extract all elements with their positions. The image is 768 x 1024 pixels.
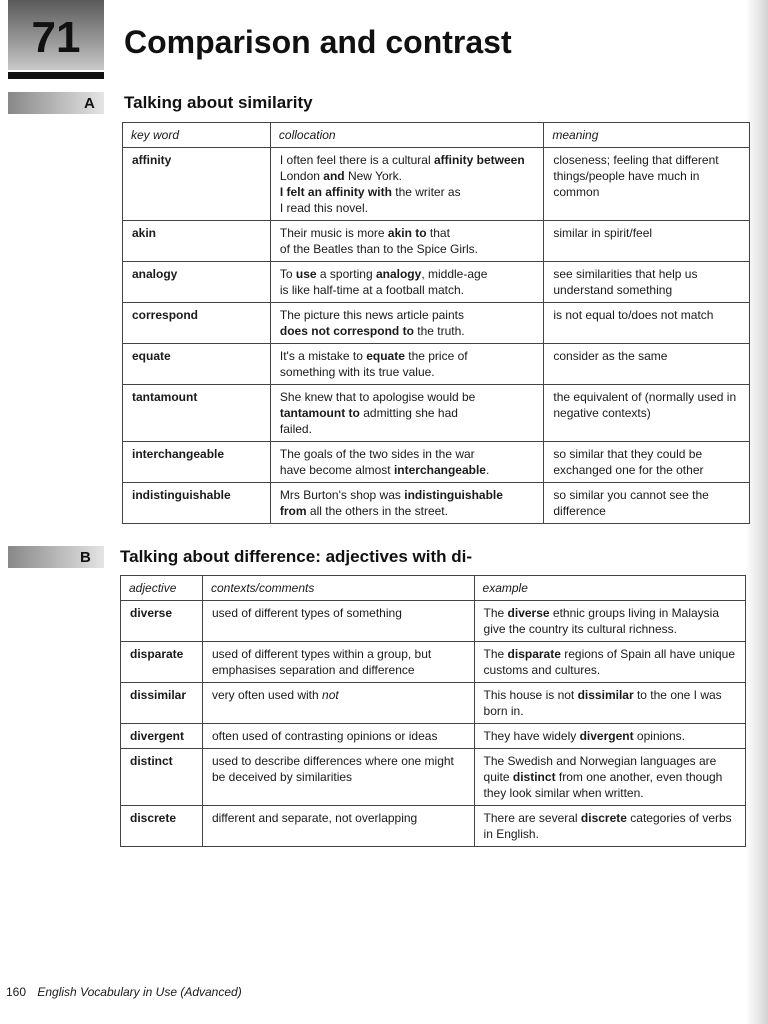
header-meaning: meaning	[544, 123, 750, 148]
collocation-cell: To use a sporting analogy, middle-age is like half-time at a football match.	[270, 262, 543, 303]
example-cell: The diverse ethnic groups living in Malaysia give the country its cultural richness.	[474, 601, 745, 642]
header-adjective: adjective	[121, 576, 203, 601]
meaning-cell: closeness; feeling that different things/people have much in common	[544, 148, 750, 221]
table-row	[121, 724, 746, 749]
adjective-cell: distinct	[121, 749, 203, 806]
key-word-cell: indistinguishable	[123, 483, 271, 524]
table-row	[121, 749, 746, 806]
header-collocation: collocation	[270, 123, 543, 148]
comment-cell: often used of contrasting opinions or ideas	[202, 724, 474, 749]
similarity-table	[122, 122, 750, 524]
key-word-cell: interchangeable	[123, 442, 271, 483]
comment-cell: different and separate, not overlapping	[202, 806, 474, 847]
header-example: example	[474, 576, 745, 601]
key-word-cell: affinity	[123, 148, 271, 221]
collocation-cell: The goals of the two sides in the war have become almost interchangeable.	[270, 442, 543, 483]
collocation-cell: Their music is more akin to that of the Beatles than to the Spice Girls.	[270, 221, 543, 262]
comment-cell: used of different types within a group, but emphasises separation and difference	[202, 642, 474, 683]
table-row	[121, 642, 746, 683]
table-row	[123, 221, 750, 262]
table-row	[121, 683, 746, 724]
table-row	[123, 442, 750, 483]
meaning-cell: see similarities that help us understand something	[544, 262, 750, 303]
meaning-cell: similar in spirit/feel	[544, 221, 750, 262]
example-cell: This house is not dissimilar to the one I was born in.	[474, 683, 745, 724]
page-footer	[6, 985, 242, 999]
section-a-title: Talking about similarity	[124, 93, 313, 112]
collocation-cell: The picture this news article paints does not correspond to the truth.	[270, 303, 543, 344]
table-header-row	[121, 576, 746, 601]
book-title: English Vocabulary in Use (Advanced)	[37, 985, 242, 999]
example-cell: There are several discrete categories of verbs in English.	[474, 806, 745, 847]
unit-number-badge: 71	[8, 0, 104, 70]
table-row	[123, 385, 750, 442]
page-title: Comparison and contrast	[124, 24, 512, 60]
key-word-cell: equate	[123, 344, 271, 385]
adjective-cell: diverse	[121, 601, 203, 642]
adjective-cell: dissimilar	[121, 683, 203, 724]
key-word-cell: tantamount	[123, 385, 271, 442]
meaning-cell: consider as the same	[544, 344, 750, 385]
table-row	[121, 806, 746, 847]
meaning-cell: so similar that they could be exchanged one for the other	[544, 442, 750, 483]
page-number: 160	[6, 985, 27, 999]
example-cell: The Swedish and Norwegian languages are quite distinct from one another, even though they look similar when written.	[474, 749, 745, 806]
unit-underline	[8, 72, 104, 79]
meaning-cell: so similar you cannot see the difference	[544, 483, 750, 524]
table-row	[123, 262, 750, 303]
key-word-cell: analogy	[123, 262, 271, 303]
difference-table	[120, 575, 746, 847]
comment-cell: used of different types of something	[202, 601, 474, 642]
meaning-cell: the equivalent of (normally used in negative contexts)	[544, 385, 750, 442]
header-contexts-comments: contexts/comments	[202, 576, 474, 601]
example-cell: The disparate regions of Spain all have unique customs and cultures.	[474, 642, 745, 683]
section-b-title: Talking about difference: adjectives with di-	[120, 547, 473, 566]
adjective-cell: divergent	[121, 724, 203, 749]
table-row	[123, 483, 750, 524]
collocation-cell: She knew that to apologise would be tantamount to admitting she had failed.	[270, 385, 543, 442]
key-word-cell: correspond	[123, 303, 271, 344]
comment-cell: used to describe differences where one might be deceived by similarities	[202, 749, 474, 806]
adjective-cell: discrete	[121, 806, 203, 847]
collocation-cell: I often feel there is a cultural affinity between London and New York. I felt an affinity with the writer as I read this novel.	[270, 148, 543, 221]
key-word-cell: akin	[123, 221, 271, 262]
header-key-word: key word	[123, 123, 271, 148]
comment-cell: very often used with not	[202, 683, 474, 724]
collocation-cell: It's a mistake to equate the price of something with its true value.	[270, 344, 543, 385]
table-header-row	[123, 123, 750, 148]
table-row	[123, 303, 750, 344]
example-cell: They have widely divergent opinions.	[474, 724, 745, 749]
adjective-cell: disparate	[121, 642, 203, 683]
table-row	[123, 148, 750, 221]
table-row	[123, 344, 750, 385]
section-b-letter: B	[80, 549, 91, 566]
meaning-cell: is not equal to/does not match	[544, 303, 750, 344]
collocation-cell: Mrs Burton's shop was indistinguishable from all the others in the street.	[270, 483, 543, 524]
section-a-letter: A	[84, 95, 95, 112]
table-row	[121, 601, 746, 642]
